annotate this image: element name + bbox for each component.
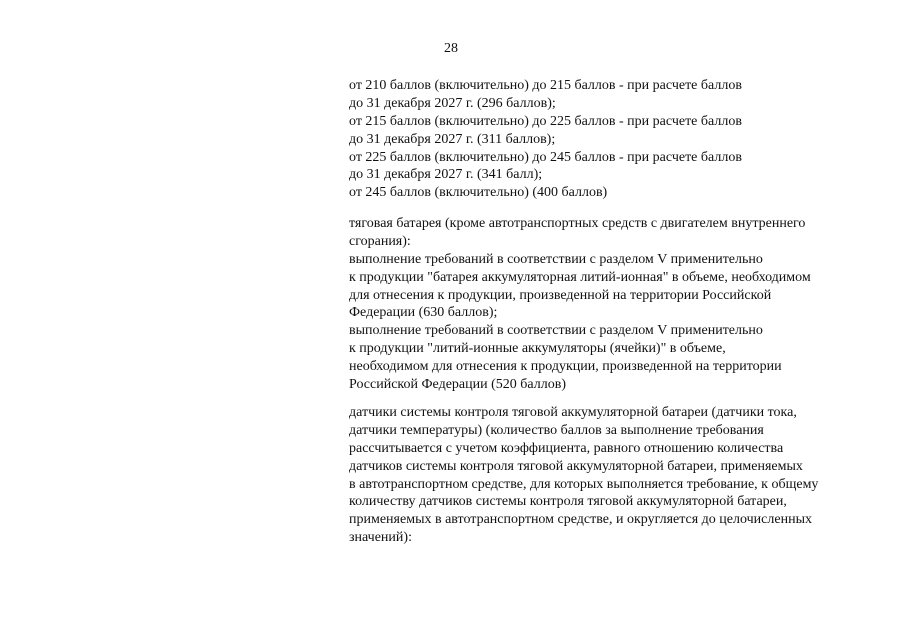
text-line: Российской Федерации (520 баллов)	[349, 377, 566, 393]
text-line: от 225 баллов (включительно) до 245 баллов - при расчете баллов	[349, 149, 742, 165]
traction-battery-paragraph	[349, 215, 879, 394]
text-line: применяемых в автотранспортном средстве, и округляется до целочисленных	[349, 512, 812, 528]
text-line: от 245 баллов (включительно) (400 баллов)	[349, 185, 608, 201]
text-line: значений):	[349, 530, 412, 546]
score-ranges-paragraph	[349, 77, 879, 202]
text-line: рассчитывается с учетом коэффициента, равного отношению количества	[349, 440, 784, 456]
text-line: датчики температуры) (количество баллов за выполнение требования	[349, 422, 764, 438]
text-line: для отнесения к продукции, произведенной на территории Российской	[349, 287, 772, 303]
text-line: до 31 декабря 2027 г. (296 баллов);	[349, 95, 556, 111]
text-line: от 215 баллов (включительно) до 225 баллов - при расчете баллов	[349, 113, 742, 129]
text-line: выполнение требований в соответствии с разделом V применительно	[349, 323, 763, 339]
text-line: выполнение требований в соответствии с разделом V применительно	[349, 251, 763, 267]
text-line: необходимом для отнесения к продукции, произведенной на территории	[349, 359, 782, 375]
text-line: к продукции "литий-ионные аккумуляторы (ячейки)" в объеме,	[349, 341, 726, 357]
text-line: к продукции "батарея аккумуляторная литий-ионная" в объеме, необходимом	[349, 269, 811, 285]
battery-sensors-paragraph	[349, 404, 879, 547]
text-line: тяговая батарея (кроме автотранспортных средств с двигателем внутреннего	[349, 216, 806, 231]
text-line: датчики системы контроля тяговой аккумуляторной батареи (датчики тока,	[349, 405, 797, 420]
text-line: датчиков системы контроля тяговой аккумуляторной батареи, применяемых	[349, 458, 803, 474]
text-line: количеству датчиков системы контроля тяговой аккумуляторной батареи,	[349, 494, 787, 510]
text-line: от 210 баллов (включительно) до 215 баллов - при расчете баллов	[349, 78, 742, 93]
text-line: до 31 декабря 2027 г. (341 балл);	[349, 167, 543, 183]
text-line: Федерации (630 баллов);	[349, 305, 498, 321]
text-line: до 31 декабря 2027 г. (311 баллов);	[349, 131, 556, 147]
text-line: сгорания):	[349, 233, 411, 249]
page-number: 28	[444, 41, 458, 56]
text-line: в автотранспортном средстве, для которых выполняется требование, к общему	[349, 476, 819, 492]
